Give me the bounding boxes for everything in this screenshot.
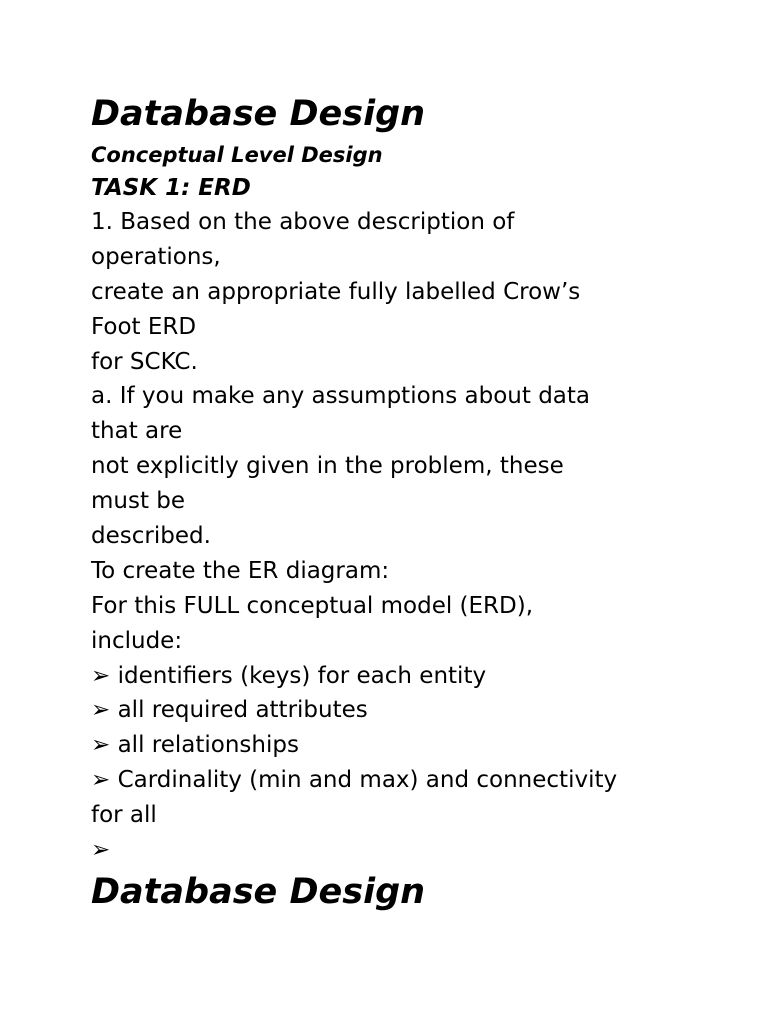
repeated-page-title: Database Design bbox=[91, 872, 426, 912]
text-line: create an appropriate fully labelled Crow’s bbox=[91, 278, 581, 305]
task-heading: TASK 1: ERD bbox=[91, 175, 251, 201]
text-line: must be bbox=[91, 488, 186, 515]
page-title: Database Design bbox=[91, 94, 426, 134]
bullet-item: ➢ all relationships bbox=[91, 732, 299, 759]
text-line: for all bbox=[91, 802, 157, 829]
text-line: To create the ER diagram: bbox=[91, 557, 390, 584]
text-line: For this FULL conceptual model (ERD), bbox=[91, 592, 534, 619]
text-line: not explicitly given in the problem, these bbox=[91, 453, 564, 480]
text-line: that are bbox=[91, 418, 183, 445]
text-line: a. If you make any assumptions about data bbox=[91, 383, 591, 410]
bullet-item: ➢ Cardinality (min and max) and connectivity bbox=[91, 767, 618, 794]
text-line: described. bbox=[91, 523, 211, 550]
body-text bbox=[91, 205, 617, 868]
text-line: include: bbox=[91, 627, 183, 654]
text-line: for SCKC. bbox=[91, 348, 198, 375]
bullet-item: ➢ bbox=[91, 837, 111, 864]
section-subtitle: Conceptual Level Design bbox=[91, 143, 383, 167]
bullet-item: ➢ identifiers (keys) for each entity bbox=[91, 662, 487, 689]
text-line: 1. Based on the above description of bbox=[91, 209, 515, 235]
text-line: Foot ERD bbox=[91, 313, 197, 340]
bullet-item: ➢ all required attributes bbox=[91, 697, 368, 724]
text-line: operations, bbox=[91, 243, 221, 270]
